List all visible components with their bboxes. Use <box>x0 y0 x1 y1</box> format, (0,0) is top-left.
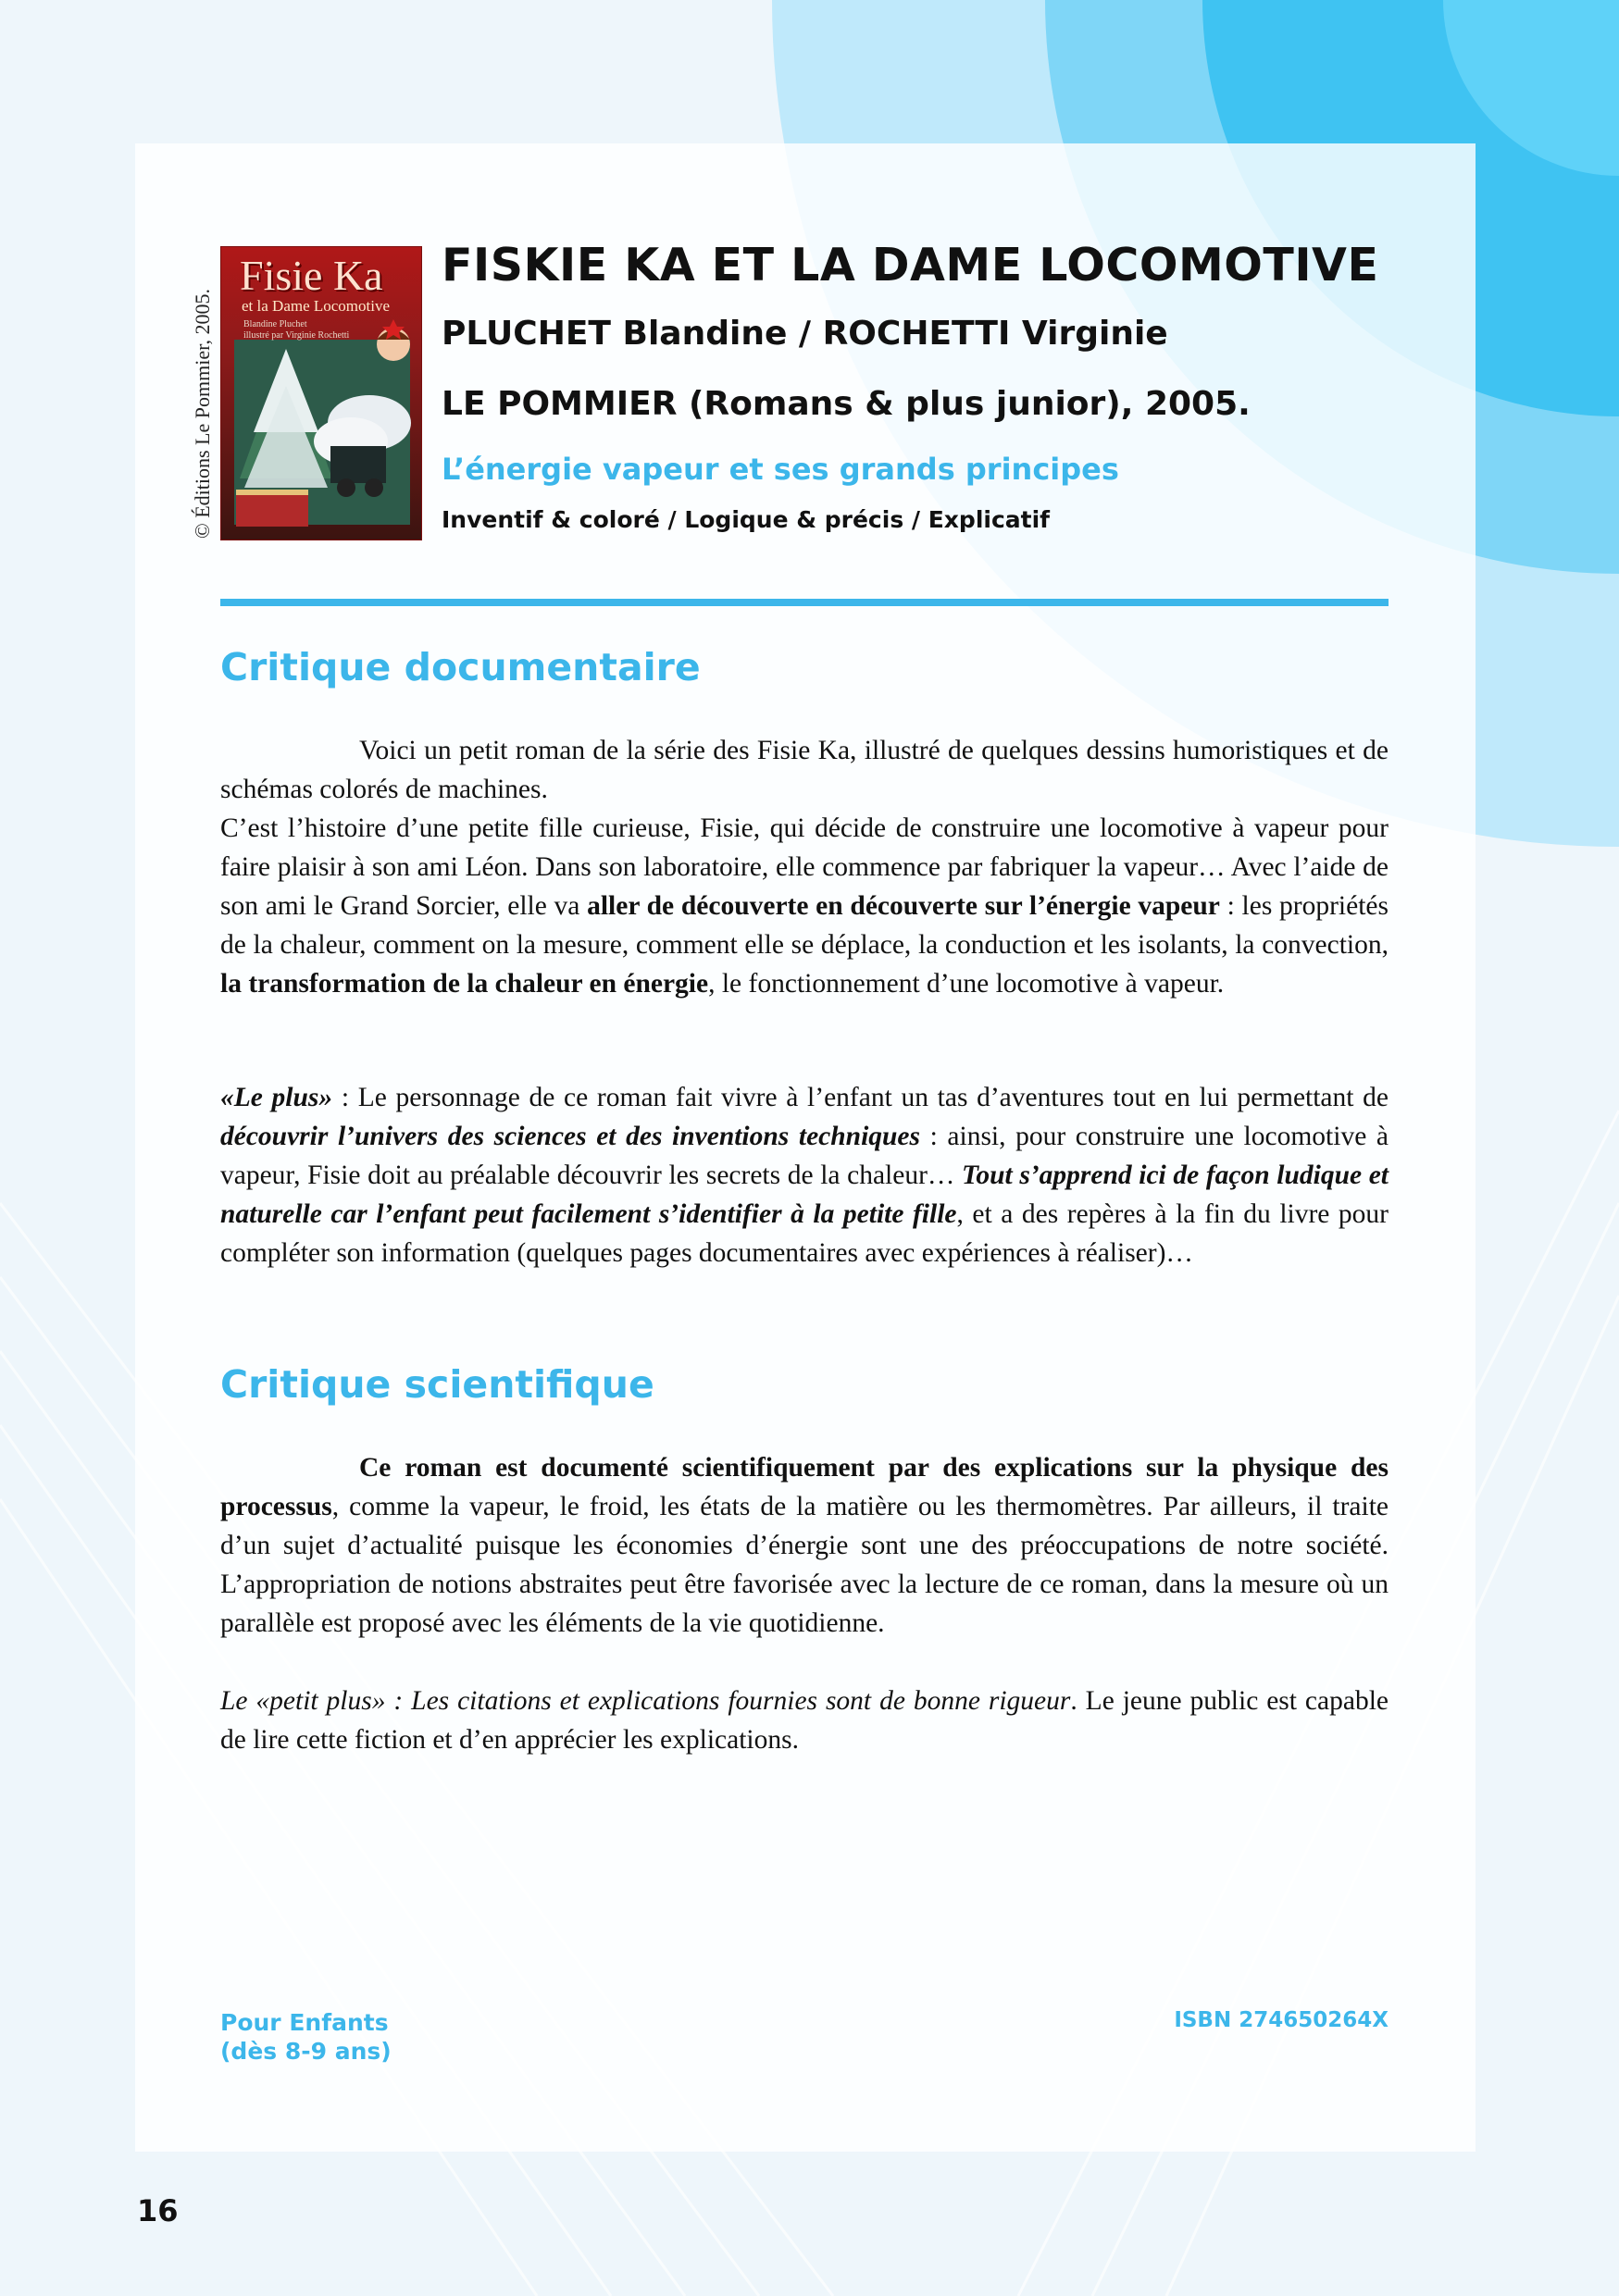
doc-p1-bold-2: la transformation de la chaleur en énergie <box>220 969 709 999</box>
doc-p1-bold-1: aller de découverte en découverte sur l’énergie vapeur <box>587 891 1220 921</box>
doc-p2-le-plus: «Le plus» <box>220 1083 333 1112</box>
documentary-paragraph-1 <box>220 731 1389 1003</box>
cover-author: Blandine Pluchet <box>243 319 307 329</box>
doc-p1-text: C’est l’histoire d’une petite fille curieuse, Fisie, qui décide de construire une locomotive à vapeur pour faire plaisir à son ami Léon. Dans son laboratoire, elle commence par fabriquer la vapeur… Avec l’aide de son ami le Grand Sorcier, elle va <box>220 813 1389 921</box>
header-divider <box>220 599 1389 606</box>
doc-p2-bold-italic-2: Tout s’apprend ici de façon ludique et naturelle car l’enfant peut facilement s’identifier à la petite fille <box>220 1160 1389 1229</box>
book-publisher: LE POMMIER (Romans & plus junior), 2005. <box>442 385 1251 423</box>
section-heading-scientific: Critique scientifique <box>220 1362 654 1407</box>
book-cover-image <box>220 246 422 540</box>
book-tags: Inventif & coloré / Logique & précis / Explicatif <box>442 506 1051 533</box>
cover-illustrator: illustré par Virginie Rochetti <box>243 330 350 341</box>
book-title: FISKIE KA ET LA DAME LOCOMOTIVE <box>442 239 1379 292</box>
copyright-notice: © Éditions Le Pommier, 2005. <box>191 288 214 539</box>
doc-p2-bold-italic-1: découvrir l’univers des sciences et des inventions techniques <box>220 1122 920 1151</box>
sci-p1-text: , comme la vapeur, le froid, les états de la matière ou les thermomètres. Par ailleurs, il traite d’un sujet d’actualité puisque les économies d’énergie sont une des préoccupations de notre société. L’appropriation de notions abstraites peut être favorisée avec la lecture de ce roman, dans la mesure où un parallèle est proposé avec les éléments de la vie quotidienne. <box>220 1492 1389 1638</box>
cover-title: Fisie Ka <box>240 252 383 299</box>
documentary-paragraph-2 <box>220 1078 1389 1272</box>
audience-line-2: (dès 8-9 ans) <box>220 2038 392 2065</box>
doc-p2-text-3: , et a des repères à la fin du livre pour compléter son information (quelques pages documentaires avec expériences à réaliser)… <box>220 1199 1389 1268</box>
doc-p1-intro: Voici un petit roman de la série des Fisie Ka, illustré de quelques dessins humoristiques et de schémas colorés de machines. <box>220 736 1389 804</box>
cover-subtitle: et la Dame Locomotive <box>242 297 391 315</box>
doc-p1-text-3: , le fonctionnement d’une locomotive à vapeur. <box>708 969 1225 999</box>
sci-p2-text: . Le jeune public est capable de lire cette fiction et d’en apprécier les explications. <box>220 1686 1389 1755</box>
audience-label <box>220 2008 392 2066</box>
cover-credits <box>243 319 349 341</box>
audience-line-1: Pour Enfants <box>220 2009 389 2036</box>
doc-p2-text-2: : ainsi, pour construire une locomotive à vapeur, Fisie doit au préalable découvrir les secrets de la chaleur… <box>220 1122 1389 1190</box>
book-authors: PLUCHET Blandine / ROCHETTI Virginie <box>442 315 1168 353</box>
scientific-paragraph-1 <box>220 1448 1389 1643</box>
doc-p1-text-2: : les propriétés de la chaleur, comment on la mesure, comment elle se déplace, la conduction et les isolants, la convection, <box>220 891 1389 960</box>
sci-p1-bold: Ce roman est documenté scientifiquement par des explications sur la physique des processus <box>220 1453 1389 1521</box>
scientific-paragraph-2 <box>220 1682 1389 1759</box>
section-heading-documentary: Critique documentaire <box>220 645 701 689</box>
sci-p2-italic: Le «petit plus» : Les citations et explications fournies sont de bonne rigueur <box>220 1686 1071 1716</box>
isbn-label: ISBN 274650264X <box>1174 2008 1389 2032</box>
page-number: 16 <box>137 2193 179 2228</box>
book-theme: L’énergie vapeur et ses grands principes <box>442 452 1119 487</box>
doc-p2-text: : Le personnage de ce roman fait vivre à l’enfant un tas d’aventures tout en lui permettant de <box>332 1083 1389 1112</box>
